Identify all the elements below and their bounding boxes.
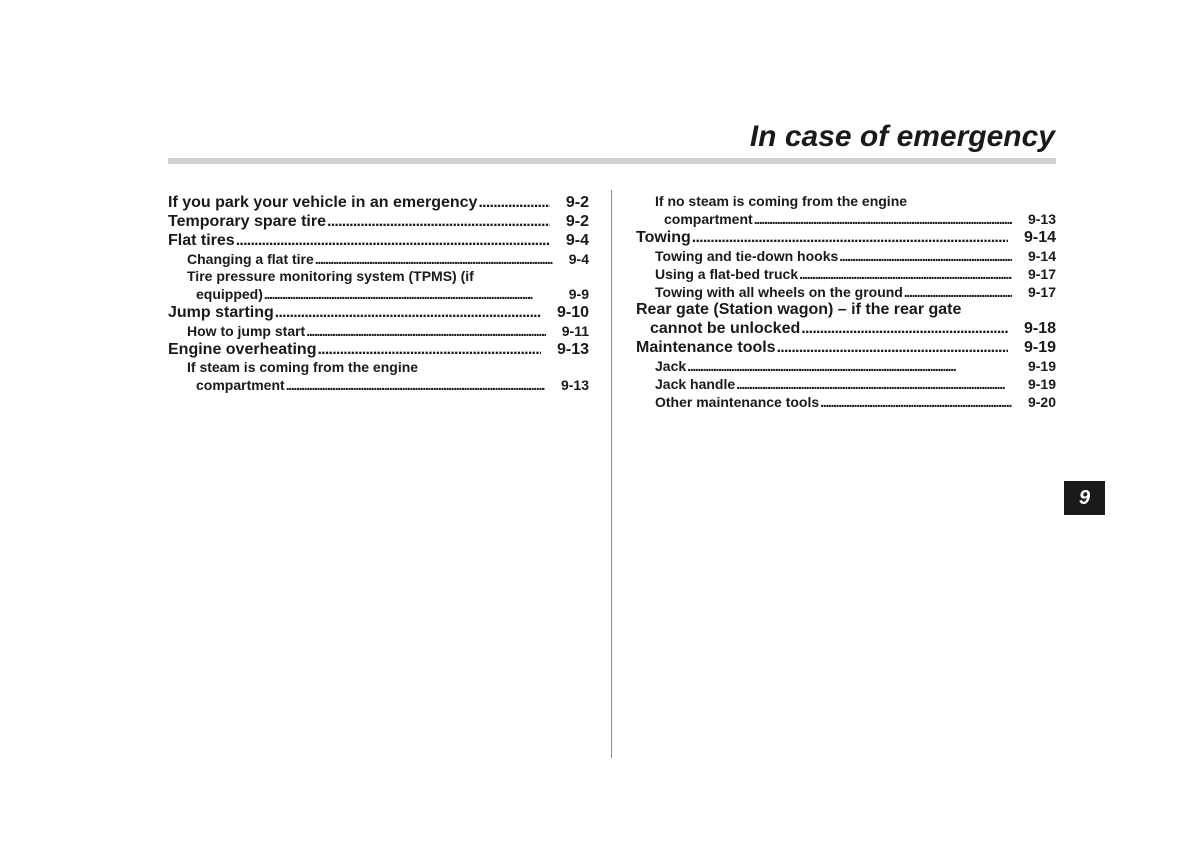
column-divider — [611, 190, 612, 758]
toc-entry-engine-overheating[interactable] — [168, 340, 589, 359]
dot-leader — [777, 338, 1008, 357]
toc-entry-rear-gate-line1[interactable]: Rear gate (Station wagon) – if the rear gate — [636, 301, 962, 318]
toc-entry-label: cannot be unlocked — [650, 320, 801, 337]
dot-leader — [692, 228, 1008, 247]
toc-entry-label: equipped) — [196, 286, 263, 302]
toc-entry-page: 9-20 — [1027, 394, 1056, 410]
toc-entry-all-wheels-on-ground[interactable] — [636, 283, 1056, 301]
toc-entry-how-to-jump-start[interactable] — [168, 322, 589, 340]
toc-entry-page: 9-17 — [1027, 284, 1056, 300]
toc-entry-flat-tires[interactable] — [168, 231, 589, 250]
dot-leader — [306, 322, 546, 340]
toc-entry-park-emergency[interactable] — [168, 193, 589, 212]
toc-entry-page: 9-14 — [1023, 229, 1056, 246]
dot-leader — [286, 376, 545, 394]
toc-entry-page: 9-18 — [1023, 320, 1056, 337]
toc-entry-tpms-line1[interactable]: Tire pressure monitoring system (TPMS) (if — [187, 268, 474, 284]
toc-entry-maintenance-tools[interactable] — [636, 338, 1056, 357]
dot-leader — [275, 303, 541, 322]
title-underline — [168, 158, 1056, 164]
toc-entry-page: 9-4 — [565, 232, 589, 249]
toc-entry-page: 9-13 — [556, 341, 589, 358]
toc-entry-label: Changing a flat tire — [187, 251, 314, 267]
toc-entry-page: 9-2 — [565, 194, 589, 211]
toc-entry-steam-line1[interactable]: If steam is coming from the engine — [187, 359, 419, 375]
toc-entry-page: 9-13 — [560, 377, 589, 393]
toc-entry-rear-gate[interactable] — [636, 319, 1056, 338]
toc-entry-temporary-spare-tire[interactable] — [168, 212, 589, 231]
dot-leader — [264, 285, 553, 303]
dot-leader — [839, 247, 1012, 265]
dot-leader — [736, 375, 1012, 393]
toc-entry-page: 9-19 — [1027, 358, 1056, 374]
toc-entry-no-steam-line1[interactable]: If no steam is coming from the engine — [655, 193, 908, 209]
dot-leader — [754, 210, 1012, 228]
toc-entry-page: 9-4 — [568, 251, 589, 267]
toc-entry-tie-down-hooks[interactable] — [636, 247, 1056, 265]
toc-entry-changing-flat-tire[interactable] — [168, 250, 589, 268]
toc-entry-label: Towing with all wheels on the ground — [655, 284, 903, 300]
toc-entry-page: 9-11 — [561, 323, 589, 339]
toc-entry-page: 9-19 — [1023, 339, 1056, 356]
toc-entry-page: 9-19 — [1027, 376, 1056, 392]
dot-leader — [317, 340, 541, 359]
toc-entry-no-steam-compartment[interactable] — [636, 210, 1056, 228]
toc-entry-tpms[interactable] — [168, 285, 589, 303]
toc-entry-label: Using a flat-bed truck — [655, 266, 799, 282]
toc-left-column — [168, 193, 589, 394]
toc-entry-label: Jack — [655, 358, 687, 374]
toc-entry-page: 9-13 — [1027, 211, 1056, 227]
toc-entry-page: 9-14 — [1027, 248, 1056, 264]
toc-entry-label: Towing and tie-down hooks — [655, 248, 839, 264]
toc-entry-label: Jack handle — [655, 376, 736, 392]
toc-entry-label: compartment — [196, 377, 285, 393]
page-title: In case of emergency — [749, 120, 1055, 153]
dot-leader — [820, 393, 1012, 411]
toc-entry-label: Jump starting — [168, 304, 274, 321]
chapter-tab[interactable]: 9 — [1064, 481, 1105, 515]
dot-leader — [799, 265, 1012, 283]
toc-entry-page: 9-2 — [565, 213, 589, 230]
toc-entry-label: How to jump start — [187, 323, 306, 339]
toc-entry-label: Towing — [636, 229, 691, 246]
toc-entry-page: 9-17 — [1027, 266, 1056, 282]
toc-entry-jack[interactable] — [636, 357, 1056, 375]
toc-entry-flat-bed-truck[interactable] — [636, 265, 1056, 283]
dot-leader — [315, 250, 553, 268]
toc-entry-label: compartment — [664, 211, 753, 227]
toc-entry-label: Other maintenance tools — [655, 394, 820, 410]
toc-entry-label: Maintenance tools — [636, 339, 776, 356]
toc-entry-towing[interactable] — [636, 228, 1056, 247]
dot-leader — [478, 193, 549, 212]
toc-entry-jack-handle[interactable] — [636, 375, 1056, 393]
toc-entry-label: Engine overheating — [168, 341, 317, 358]
dot-leader — [327, 212, 550, 231]
toc-entry-jump-starting[interactable] — [168, 303, 589, 322]
toc-entry-label: If you park your vehicle in an emergency — [168, 194, 478, 211]
dot-leader — [801, 319, 1008, 338]
dot-leader — [236, 231, 550, 250]
toc-right-column — [636, 193, 1056, 411]
toc-entry-page: 9-9 — [568, 286, 589, 302]
toc-entry-label: Flat tires — [168, 232, 235, 249]
toc-entry-label: Temporary spare tire — [168, 213, 326, 230]
toc-entry-other-maintenance-tools[interactable] — [636, 393, 1056, 411]
dot-leader — [687, 357, 1012, 375]
toc-entry-page: 9-10 — [556, 304, 589, 321]
toc-entry-steam-compartment[interactable] — [168, 376, 589, 394]
dot-leader — [904, 283, 1012, 301]
